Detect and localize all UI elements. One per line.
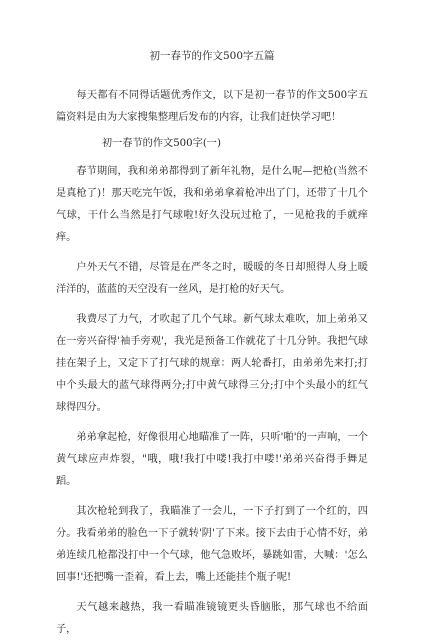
- body-paragraph: 弟弟拿起枪，好像很用心地瞄准了一阵，只听'啪'的一声响，一个黄气球应声炸裂，"哦，哦!我打中喽!我打中喽!'弟弟兴奋得手舞足蹈。: [56, 432, 368, 487]
- body-paragraph: 户外天气不错，尽管是在严冬之时，暖暖的冬日却照得人身上暖洋洋的，蓝蓝的天空没有一丝风，是打枪的好天气。: [56, 262, 368, 295]
- body-paragraph: 其次枪轮到我了，我瞄准了一会儿，一下子打到了一个红的，四分。我看弟弟的脸色一下子就转'阴'了下来。接下去由于心情不好，弟弟连续几枪都没打中一个气球，他气急败坏，暴跳如雷，大喊：'怎么回事!'还把嘴一歪着，看上去，嘴上还能挂个瓶子呢!: [56, 506, 368, 583]
- document-title: 初一春节的作文500字五篇: [149, 50, 275, 62]
- body-paragraph: 天气越来越热，我一看瞄准镜镜更头昏脑胀，那气球也不给面子，: [56, 602, 368, 635]
- intro-paragraph: 每天都有不同得话题优秀作文，以下是初一春节的作文500字五篇资料是由为大家搜集整理后发布的内容，让我们赶快学习吧！: [56, 90, 368, 123]
- body-paragraph: 春节期间，我和弟弟都得到了新年礼物，是什么呢—把枪(当然不是真枪了)！那天吃完午饭，我和弟弟拿着枪冲出了门，还带了十几个气球，干什么当然是打气球啦!好久没玩过枪了，一见枪我的手就痒痒。: [56, 166, 368, 243]
- body-paragraph: 我费尽了力气，才吹起了几个气球。新气球太难吹，加上弟弟又在一旁兴奋得'袖手旁观'，我光是预备工作就花了十几分钟。我把气球挂在架子上，又定下了打气球的规章：两人轮番打，由弟弟先来打;打中个头最大的蓝气球得两分;打中黄气球得三分;打中个头最小的红气球得四分。: [56, 314, 368, 413]
- section-title: 初一春节的作文500字(一): [101, 138, 221, 149]
